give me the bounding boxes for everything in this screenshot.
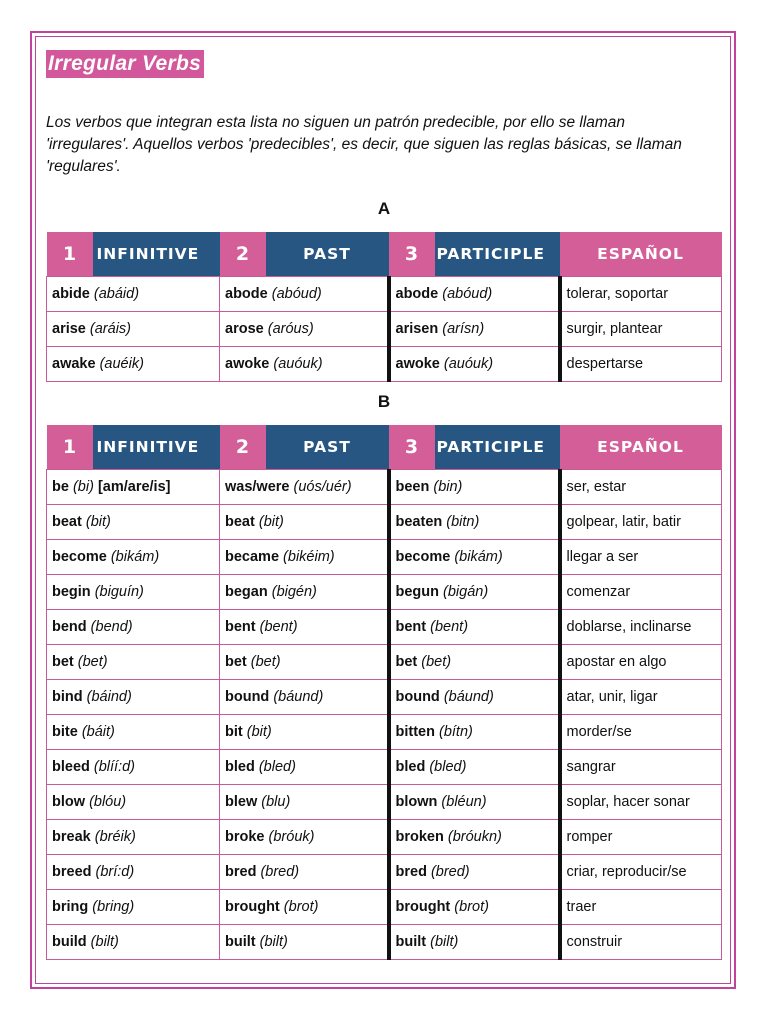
verb-participle: beaten [395, 514, 443, 530]
spanish-cell [560, 680, 722, 715]
participle-cell [389, 680, 560, 715]
pronunciation: (brot) [454, 899, 489, 915]
column-header-participle: PARTICIPLE [435, 425, 560, 470]
past-cell [220, 505, 389, 540]
infinitive-cell [47, 575, 220, 610]
spanish-translation: sangrar [566, 759, 616, 775]
verb-infinitive: bind [52, 689, 83, 705]
column-header-espanol: ESPAÑOL [560, 425, 722, 470]
spanish-cell [560, 505, 722, 540]
table-row [47, 820, 722, 855]
pronunciation: (bred) [260, 864, 300, 880]
table-row [47, 645, 722, 680]
verb-infinitive: bet [52, 654, 74, 670]
verb-infinitive: arise [52, 321, 86, 337]
column-header-espanol: ESPAÑOL [560, 232, 722, 277]
pronunciation: (bilt) [90, 934, 119, 950]
pronunciation: (uós/uér) [293, 479, 352, 495]
verb-infinitive: bleed [52, 759, 90, 775]
spanish-translation: criar, reproducir/se [566, 864, 687, 880]
past-cell [220, 715, 389, 750]
spanish-translation: soplar, hacer sonar [566, 794, 690, 810]
column-number-2: 2 [220, 232, 266, 277]
infinitive-cell [47, 890, 220, 925]
past-cell [220, 890, 389, 925]
spanish-translation: golpear, latir, batir [566, 514, 681, 530]
past-cell [220, 750, 389, 785]
past-cell [220, 820, 389, 855]
spanish-cell [560, 645, 722, 680]
infinitive-cell [47, 470, 220, 505]
verb-past: arose [225, 321, 264, 337]
column-number-3: 3 [389, 425, 435, 470]
spanish-translation: llegar a ser [566, 549, 639, 565]
table-row [47, 925, 722, 960]
verb-participle: been [395, 479, 430, 495]
verb-infinitive: beat [52, 514, 82, 530]
verb-participle: brought [395, 899, 451, 915]
verb-infinitive: breed [52, 864, 92, 880]
verb-participle: arisen [395, 321, 439, 337]
verb-past: bound [225, 689, 270, 705]
participle-cell [389, 890, 560, 925]
verb-participle: begun [395, 584, 439, 600]
infinitive-cell [47, 610, 220, 645]
pronunciation: (bigén) [271, 584, 317, 600]
verb-past: bent [225, 619, 256, 635]
verb-participle: bitten [395, 724, 435, 740]
table-row [47, 715, 722, 750]
spanish-cell [560, 855, 722, 890]
spanish-translation: atar, unir, ligar [566, 689, 658, 705]
pronunciation: (bin) [433, 479, 463, 495]
spanish-cell [560, 575, 722, 610]
spanish-cell [560, 785, 722, 820]
verb-past: began [225, 584, 268, 600]
table-row [47, 505, 722, 540]
verb-table-b [46, 425, 722, 960]
pronunciation: (báund) [443, 689, 494, 705]
column-number-3: 3 [389, 232, 435, 277]
verb-infinitive: abide [52, 286, 90, 302]
column-header-infinitive: INFINITIVE [93, 232, 220, 277]
verb-past: built [225, 934, 256, 950]
past-cell [220, 312, 389, 347]
spanish-translation: comenzar [566, 584, 631, 600]
pronunciation: (bilt) [430, 934, 459, 950]
past-cell [220, 645, 389, 680]
table-row [47, 575, 722, 610]
past-cell [220, 680, 389, 715]
verb-participle: bet [395, 654, 418, 670]
spanish-cell [560, 347, 722, 382]
spanish-translation: construir [566, 934, 623, 950]
spanish-translation: morder/se [566, 724, 632, 740]
table-row [47, 277, 722, 312]
spanish-cell [560, 750, 722, 785]
verb-participle: abode [395, 286, 439, 302]
pronunciation: (báund) [273, 689, 324, 705]
participle-cell [389, 470, 560, 505]
pronunciation: (bi) [72, 479, 94, 495]
pronunciation: (bléun) [441, 794, 487, 810]
table-header-row [47, 425, 722, 470]
infinitive-cell [47, 785, 220, 820]
pronunciation: (báit) [81, 724, 115, 740]
verb-infinitive: be [52, 479, 69, 495]
pronunciation: (blóu) [89, 794, 127, 810]
verb-infinitive: blow [52, 794, 86, 810]
verb-participle: bound [395, 689, 440, 705]
participle-cell [389, 277, 560, 312]
participle-cell [389, 505, 560, 540]
table-row [47, 540, 722, 575]
table-row [47, 680, 722, 715]
pronunciation: (brí:d) [95, 864, 135, 880]
section-letter-a: A [377, 199, 391, 218]
pronunciation: (auéik) [99, 356, 144, 372]
verb-infinitive: break [52, 829, 91, 845]
pronunciation: (blu) [261, 794, 291, 810]
pronunciation: (bet) [421, 654, 452, 670]
spanish-cell [560, 312, 722, 347]
table-row [47, 470, 722, 505]
verb-past: bled [225, 759, 255, 775]
column-number-1: 1 [47, 232, 93, 277]
verb-infinitive: begin [52, 584, 91, 600]
verb-infinitive: become [52, 549, 107, 565]
infinitive-cell [47, 540, 220, 575]
infinitive-cell [47, 820, 220, 855]
verb-participle: awoke [395, 356, 440, 372]
verb-infinitive: build [52, 934, 87, 950]
infinitive-cell [47, 347, 220, 382]
past-cell [220, 540, 389, 575]
pronunciation: (bend) [90, 619, 133, 635]
past-cell [220, 277, 389, 312]
spanish-translation: traer [566, 899, 597, 915]
pronunciation: (bilt) [259, 934, 288, 950]
verb-participle: become [395, 549, 451, 565]
spanish-cell [560, 820, 722, 855]
verb-participle: bled [395, 759, 426, 775]
pronunciation: (bred) [430, 864, 470, 880]
verb-past: became [225, 549, 280, 565]
table-row [47, 312, 722, 347]
spanish-translation: apostar en algo [566, 654, 667, 670]
spanish-cell [560, 925, 722, 960]
pronunciation: (bent) [430, 619, 469, 635]
verb-past: bred [225, 864, 257, 880]
table-body-a [47, 277, 722, 382]
pronunciation: (biguín) [94, 584, 144, 600]
pronunciation: (bróukn) [447, 829, 502, 845]
column-header-past: PAST [266, 232, 389, 277]
pronunciation: (bring) [92, 899, 135, 915]
verb-infinitive: bring [52, 899, 89, 915]
verb-past: bet [225, 654, 247, 670]
verb-infinitive: bend [52, 619, 87, 635]
infinitive-cell [47, 312, 220, 347]
pronunciation: (bit) [246, 724, 272, 740]
participle-cell [389, 750, 560, 785]
pronunciation: (bet) [77, 654, 108, 670]
pronunciation: (báind) [86, 689, 132, 705]
participle-cell [389, 312, 560, 347]
verb-past: brought [225, 899, 280, 915]
verb-past: broke [225, 829, 265, 845]
pronunciation: (bled) [258, 759, 296, 775]
past-cell [220, 347, 389, 382]
pronunciation: (auóuk) [443, 356, 494, 372]
pronunciation: (bitn) [446, 514, 480, 530]
participle-cell [389, 347, 560, 382]
infinitive-cell [47, 925, 220, 960]
spanish-translation: despertarse [566, 356, 644, 372]
table-row [47, 855, 722, 890]
table-body-b [47, 470, 722, 960]
participle-cell [389, 925, 560, 960]
verb-past: abode [225, 286, 268, 302]
pronunciation: (bróuk) [268, 829, 315, 845]
pronunciation: (abóud) [442, 286, 493, 302]
pronunciation: (blíí:d) [93, 759, 135, 775]
verb-past: beat [225, 514, 255, 530]
verb-past: bit [225, 724, 243, 740]
verb-infinitive: bite [52, 724, 78, 740]
pronunciation: (bent) [259, 619, 298, 635]
page-title: Irregular Verbs [46, 50, 204, 78]
infinitive-cell [47, 750, 220, 785]
table-row [47, 890, 722, 925]
section-letter-b: B [377, 392, 391, 411]
participle-cell [389, 540, 560, 575]
pronunciation: (bigán) [443, 584, 489, 600]
table-row [47, 610, 722, 645]
verb-table-a [46, 232, 722, 382]
pronunciation: (bit) [258, 514, 284, 530]
table-row [47, 785, 722, 820]
pronunciation: (aróus) [267, 321, 314, 337]
column-header-infinitive: INFINITIVE [93, 425, 220, 470]
infinitive-cell [47, 715, 220, 750]
spanish-translation: doblarse, inclinarse [566, 619, 692, 635]
verb-participle: broken [395, 829, 444, 845]
pronunciation: (bikám) [110, 549, 160, 565]
spanish-cell [560, 470, 722, 505]
pronunciation: (bled) [429, 759, 467, 775]
column-header-participle: PARTICIPLE [435, 232, 560, 277]
past-cell [220, 925, 389, 960]
verb-participle: blown [395, 794, 438, 810]
table-header-row [47, 232, 722, 277]
infinitive-cell [47, 680, 220, 715]
column-number-2: 2 [220, 425, 266, 470]
column-header-past: PAST [266, 425, 389, 470]
table-row [47, 750, 722, 785]
spanish-cell [560, 610, 722, 645]
past-cell [220, 610, 389, 645]
spanish-translation: tolerar, soportar [566, 286, 669, 302]
participle-cell [389, 785, 560, 820]
infinitive-cell [47, 277, 220, 312]
infinitive-cell [47, 855, 220, 890]
past-cell [220, 785, 389, 820]
spanish-translation: romper [566, 829, 613, 845]
past-cell [220, 575, 389, 610]
participle-cell [389, 855, 560, 890]
pronunciation: (bréik) [94, 829, 136, 845]
participle-cell [389, 610, 560, 645]
verb-participle: built [395, 934, 427, 950]
pronunciation: (bit) [85, 514, 111, 530]
pronunciation: (bet) [250, 654, 281, 670]
participle-cell [389, 820, 560, 855]
participle-cell [389, 715, 560, 750]
verb-participle: bent [395, 619, 427, 635]
table-row [47, 347, 722, 382]
spanish-cell [560, 540, 722, 575]
participle-cell [389, 645, 560, 680]
spanish-translation: ser, estar [566, 479, 627, 495]
infinitive-cell [47, 645, 220, 680]
verb-past: was/were [225, 479, 290, 495]
spanish-translation: surgir, plantear [566, 321, 663, 337]
pronunciation: (brot) [283, 899, 319, 915]
pronunciation: (bítn) [439, 724, 473, 740]
intro-paragraph: Los verbos que integran esta lista no siguen un patrón predecible, por ello se llaman 'irregulares'. Aquellos verbos 'predecibles', es decir, que siguen las reglas básicas, se llaman 'regulares'. [46, 114, 682, 175]
pronunciation: (auóuk) [273, 356, 323, 372]
pronunciation: (arísn) [442, 321, 485, 337]
pronunciation: (abáid) [93, 286, 140, 302]
spanish-cell [560, 277, 722, 312]
spanish-cell [560, 715, 722, 750]
pronunciation: (abóud) [271, 286, 322, 302]
pronunciation: (bikéim) [283, 549, 335, 565]
verb-participle: bred [395, 864, 427, 880]
spanish-cell [560, 890, 722, 925]
pronunciation: (aráis) [89, 321, 131, 337]
infinitive-cell [47, 505, 220, 540]
participle-cell [389, 575, 560, 610]
verb-forms-note: [am/are/is] [97, 479, 171, 495]
verb-infinitive: awake [52, 356, 96, 372]
pronunciation: (bikám) [454, 549, 503, 565]
column-number-1: 1 [47, 425, 93, 470]
verb-past: awoke [225, 356, 270, 372]
verb-past: blew [225, 794, 258, 810]
past-cell [220, 855, 389, 890]
past-cell [220, 470, 389, 505]
